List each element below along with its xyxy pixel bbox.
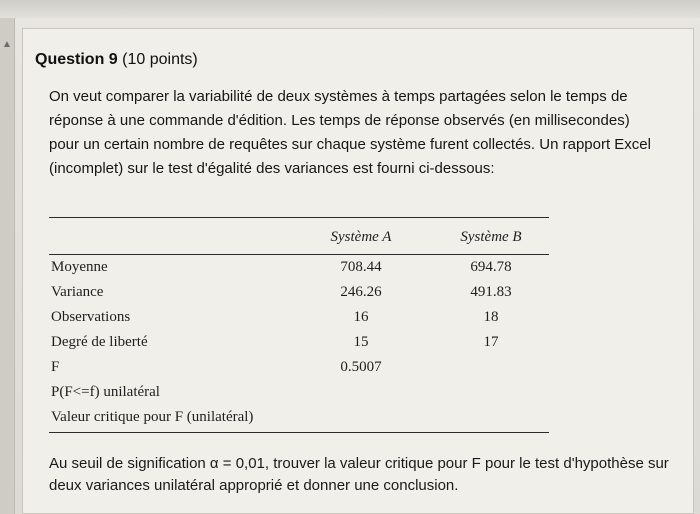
row-label: P(F<=f) unilatéral [51,384,160,400]
table-row [49,384,549,408]
chevron-up-icon[interactable]: ▲ [2,39,12,50]
header-systeme-a: Système A [330,229,392,245]
left-rail [0,18,15,514]
table-row [49,284,549,308]
table-bottom-rule [49,432,549,433]
table-row [49,309,549,333]
row-label: Valeur critique pour F (unilatéral) [51,409,254,425]
variance-test-table [49,217,549,437]
value-a: 708.44 [340,259,382,275]
question-number: Question 9 [35,51,118,68]
row-label: F [51,359,60,375]
value-a: 0.5007 [340,359,382,375]
table-row [49,334,549,358]
value-b: 18 [483,309,499,325]
value-a: 246.26 [340,284,382,300]
value-a: 15 [353,334,369,350]
table-row [49,359,549,383]
table-row [49,259,549,283]
table-row [49,409,549,433]
top-bar [0,0,700,18]
value-b: 491.83 [470,284,512,300]
question-points: (10 points) [122,51,198,68]
value-b: 17 [483,334,499,350]
header-systeme-b: Système B [460,229,522,245]
question-footer: Au seuil de signification α = 0,01, trouver la valeur critique pour F pour le test d'hypothèse sur deux variances unilatéral approprié et donner une conclusion. [49,455,669,494]
value-a: 16 [353,309,369,325]
question-prompt: On veut comparer la variabilité de deux systèmes à temps partagées selon le temps de réponse à une commande d'édition. Les temps de réponse observés (en millisecondes) pour un certain nombre de requêtes sur chaque système furent collectés. Un rapport Excel (incomplet) sur le test d'égalité des variances est fourni ci-dessous: [49,88,651,177]
row-label: Moyenne [51,259,108,275]
table-header-rule [49,254,549,255]
table-top-rule [49,217,549,218]
row-label: Variance [51,284,104,300]
row-label: Observations [51,309,131,325]
value-b: 694.78 [470,259,512,275]
row-label: Degré de liberté [51,334,148,350]
question-card [22,28,694,514]
question-title [35,51,198,69]
